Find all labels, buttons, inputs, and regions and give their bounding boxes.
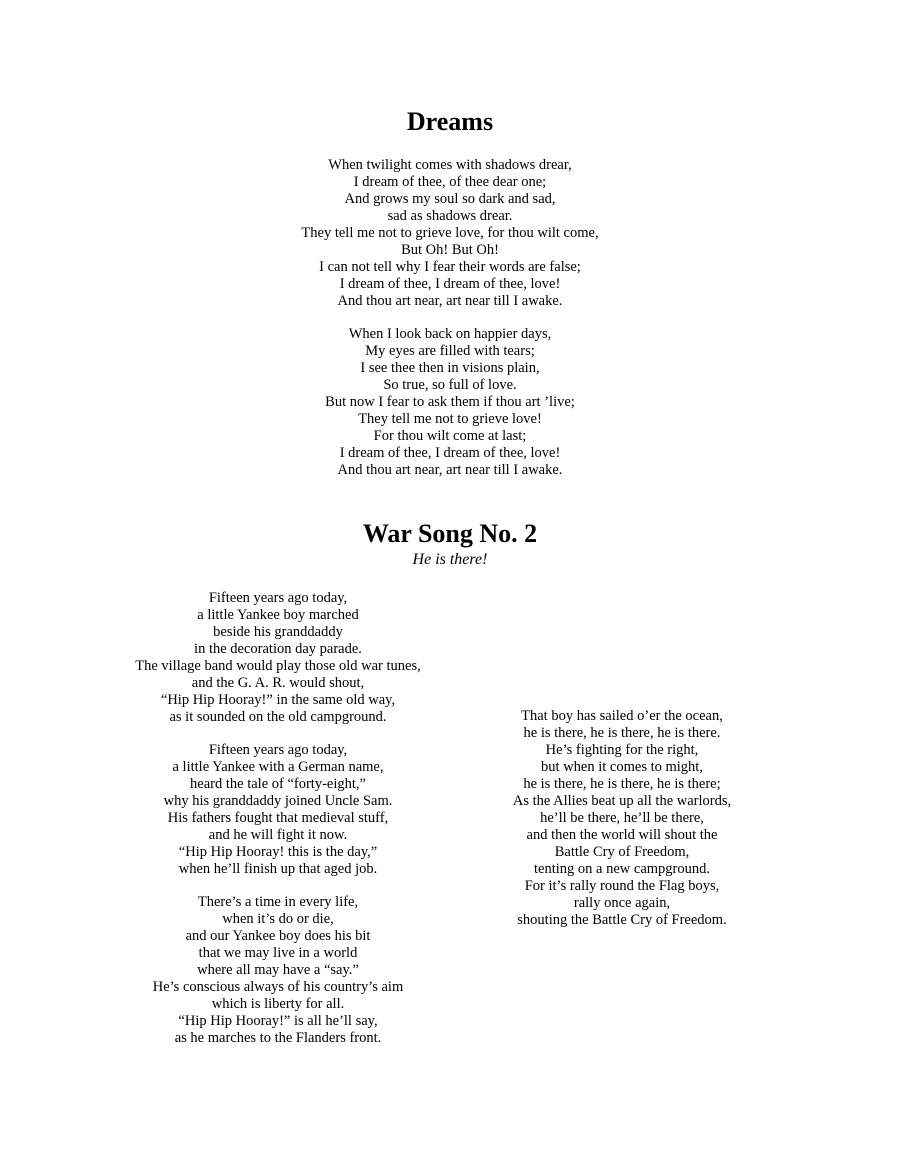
verse-line: beside his granddaddy <box>213 624 343 640</box>
verse-line: But now I fear to ask them if thou art ’live; <box>325 394 575 410</box>
verse-line: So true, so full of love. <box>383 377 517 393</box>
verse-line: he is there, he is there, he is there; <box>523 776 721 792</box>
verse-line: he is there, he is there, he is there. <box>523 725 721 741</box>
verse-line: but when it comes to might, <box>541 759 703 775</box>
verse-line: I see thee then in visions plain, <box>360 360 540 376</box>
war-song-chorus <box>422 708 822 929</box>
verse-line: as he marches to the Flanders front. <box>174 1030 382 1046</box>
verse-line: Fifteen years ago today, <box>208 590 348 606</box>
verse-line: and then the world will shout the <box>526 827 718 843</box>
verse-line: My eyes are filled with tears; <box>365 343 535 359</box>
verse-line: They tell me not to grieve love, for thou wilt come, <box>301 225 599 241</box>
verse-line: They tell me not to grieve love! <box>358 411 542 427</box>
verse-line: And thou art near, art near till I awake. <box>337 462 563 478</box>
verse-line: when it’s do or die, <box>222 911 334 927</box>
verse-line: shouting the Battle Cry of Freedom. <box>517 912 727 928</box>
verse-line: as it sounded on the old campground. <box>169 709 387 725</box>
verse-line: And grows my soul so dark and sad, <box>344 191 556 207</box>
verse-line: As the Allies beat up all the warlords, <box>512 793 732 809</box>
verse-line: “Hip Hip Hooray!” in the same old way, <box>160 692 396 708</box>
verse-line: and our Yankee boy does his bit <box>185 928 371 944</box>
verse-line: he’ll be there, he’ll be there, <box>540 810 704 826</box>
verse-line: “Hip Hip Hooray!” is all he’ll say, <box>178 1013 378 1029</box>
verse-line: in the decoration day parade. <box>194 641 362 657</box>
war-song-stanza-2 <box>78 742 478 878</box>
verse-line: The village band would play those old war tunes, <box>135 658 421 674</box>
verse-line: I dream of thee, of thee dear one; <box>353 174 547 190</box>
verse-line: a little Yankee boy marched <box>197 607 359 623</box>
verse-line: I dream of thee, I dream of thee, love! <box>339 445 561 461</box>
verse-line: But Oh! But Oh! <box>401 242 499 258</box>
verse-line: when he’ll finish up that aged job. <box>178 861 378 877</box>
verse-line: For thou wilt come at last; <box>373 428 527 444</box>
war-song-stanza-1 <box>78 590 478 726</box>
verse-line: I dream of thee, I dream of thee, love! <box>339 276 561 292</box>
verse-line: rally once again, <box>573 895 671 911</box>
verse-line: why his granddaddy joined Uncle Sam. <box>163 793 393 809</box>
verse-line: that we may live in a world <box>198 945 358 961</box>
verse-line: “Hip Hip Hooray! this is the day,” <box>178 844 378 860</box>
verse-line: He’s fighting for the right, <box>545 742 699 758</box>
verse-line: For it’s rally round the Flag boys, <box>524 878 720 894</box>
verse-line: sad as shadows drear. <box>387 208 513 224</box>
verse-line: where all may have a “say.” <box>197 962 359 978</box>
verse-line: When twilight comes with shadows drear, <box>328 157 572 173</box>
verse-line: a little Yankee with a German name, <box>172 759 384 775</box>
verse-line: tenting on a new campground. <box>534 861 710 877</box>
verse-line: That boy has sailed o’er the ocean, <box>521 708 723 724</box>
verse-line: When I look back on happier days, <box>348 326 552 342</box>
verse-line: heard the tale of “forty-eight,” <box>190 776 366 792</box>
poem-title-war-song: War Song No. 2 <box>362 519 538 548</box>
verse-line: Fifteen years ago today, <box>208 742 348 758</box>
poem-title-dreams: Dreams <box>406 107 494 136</box>
dreams-stanza-2 <box>200 326 700 479</box>
verse-line: He’s conscious always of his country’s aim <box>152 979 404 995</box>
verse-line: And thou art near, art near till I awake. <box>337 293 563 309</box>
verse-line: There’s a time in every life, <box>197 894 359 910</box>
verse-line: which is liberty for all. <box>211 996 345 1012</box>
verse-line: His fathers fought that medieval stuff, <box>167 810 389 826</box>
dreams-stanza-1 <box>200 157 700 310</box>
war-song-stanza-3 <box>78 894 478 1047</box>
verse-line: and he will fight it now. <box>208 827 348 843</box>
verse-line: I can not tell why I fear their words are false; <box>319 259 581 275</box>
verse-line: and the G. A. R. would shout, <box>191 675 365 691</box>
verse-line: Battle Cry of Freedom, <box>554 844 690 860</box>
poem-subtitle: He is there! <box>412 551 488 568</box>
